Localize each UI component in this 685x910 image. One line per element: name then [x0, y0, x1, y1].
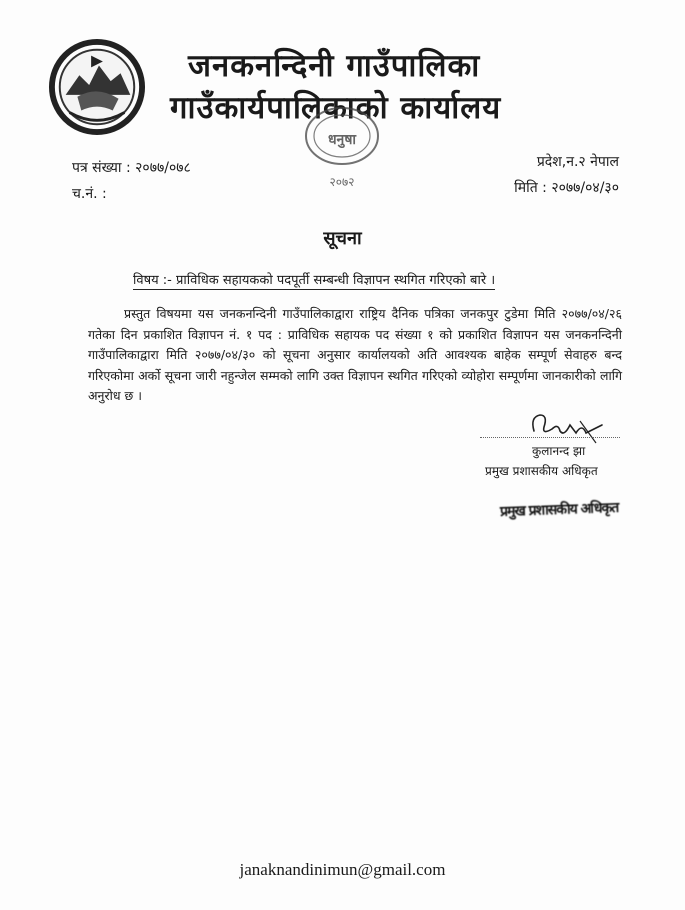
seal-text-district: धनुषा [327, 132, 357, 148]
handwritten-signature [524, 403, 608, 445]
notice-body: प्रस्तुत विषयमा यस जनकनन्दिनी गाउँपालिकाद्वारा राष्ट्रिय दैनिक पत्रिका जनकपुर टुडेमा मिति २०७७/०४/२६ गतेका दिन प्रकाशित विज्ञापन नं. १ पद : प्राविधिक सहायक पद संख्या १ को प्रकाशित विज्ञापन यस जनकनन्दिनी गाउँपालिकाद्वारा मिति २०७७/०४/३० को सूचना अनुसार कार्यालयको अति आवश्यक बाहेक सम्पूर्ण सेवाहरु बन्द गरिएकोमा अर्को सूचना जारी नहुन्जेल सम्मको लागि उक्त विज्ञापन स्थगित गरिएको व्योहोरा सम्पूर्णमा जानकारीको लागि अनुरोध छ । [88, 306, 622, 403]
notice-heading: सूचना [323, 228, 362, 249]
letter-reference-number: पत्र संख्या : २०७७/०७८ [72, 160, 191, 176]
province-address: प्रदेश,न.२ नेपाल [536, 154, 619, 170]
office-email: janaknandinimun@gmail.com [239, 860, 446, 879]
nepal-emblem-icon [48, 38, 146, 136]
seal-text-year: २०७२ [329, 175, 355, 189]
designation-stamp: प्रमुख प्रशासकीय अधिकृत [499, 499, 619, 521]
office-title-line1: जनकनन्दिनी गाउँपालिका [188, 48, 481, 84]
office-title-line2: गाउँकार्यपालिकाको कार्यालय [170, 90, 502, 126]
office-seal [292, 100, 392, 195]
signatory-title: प्रमुख प्रशासकीय अधिकृत [485, 464, 598, 478]
notice-subject: विषय :- प्राविधिक सहायकको पदपूर्ती सम्बन्धी विज्ञापन स्थगित गरिएको बारे । [133, 270, 495, 290]
signatory-name: कुलानन्द झा [532, 444, 586, 458]
signature-line [480, 437, 620, 438]
letter-date: मिति : २०७७/०४/३० [514, 180, 619, 196]
dispatch-number: च.नं. : [72, 186, 107, 202]
